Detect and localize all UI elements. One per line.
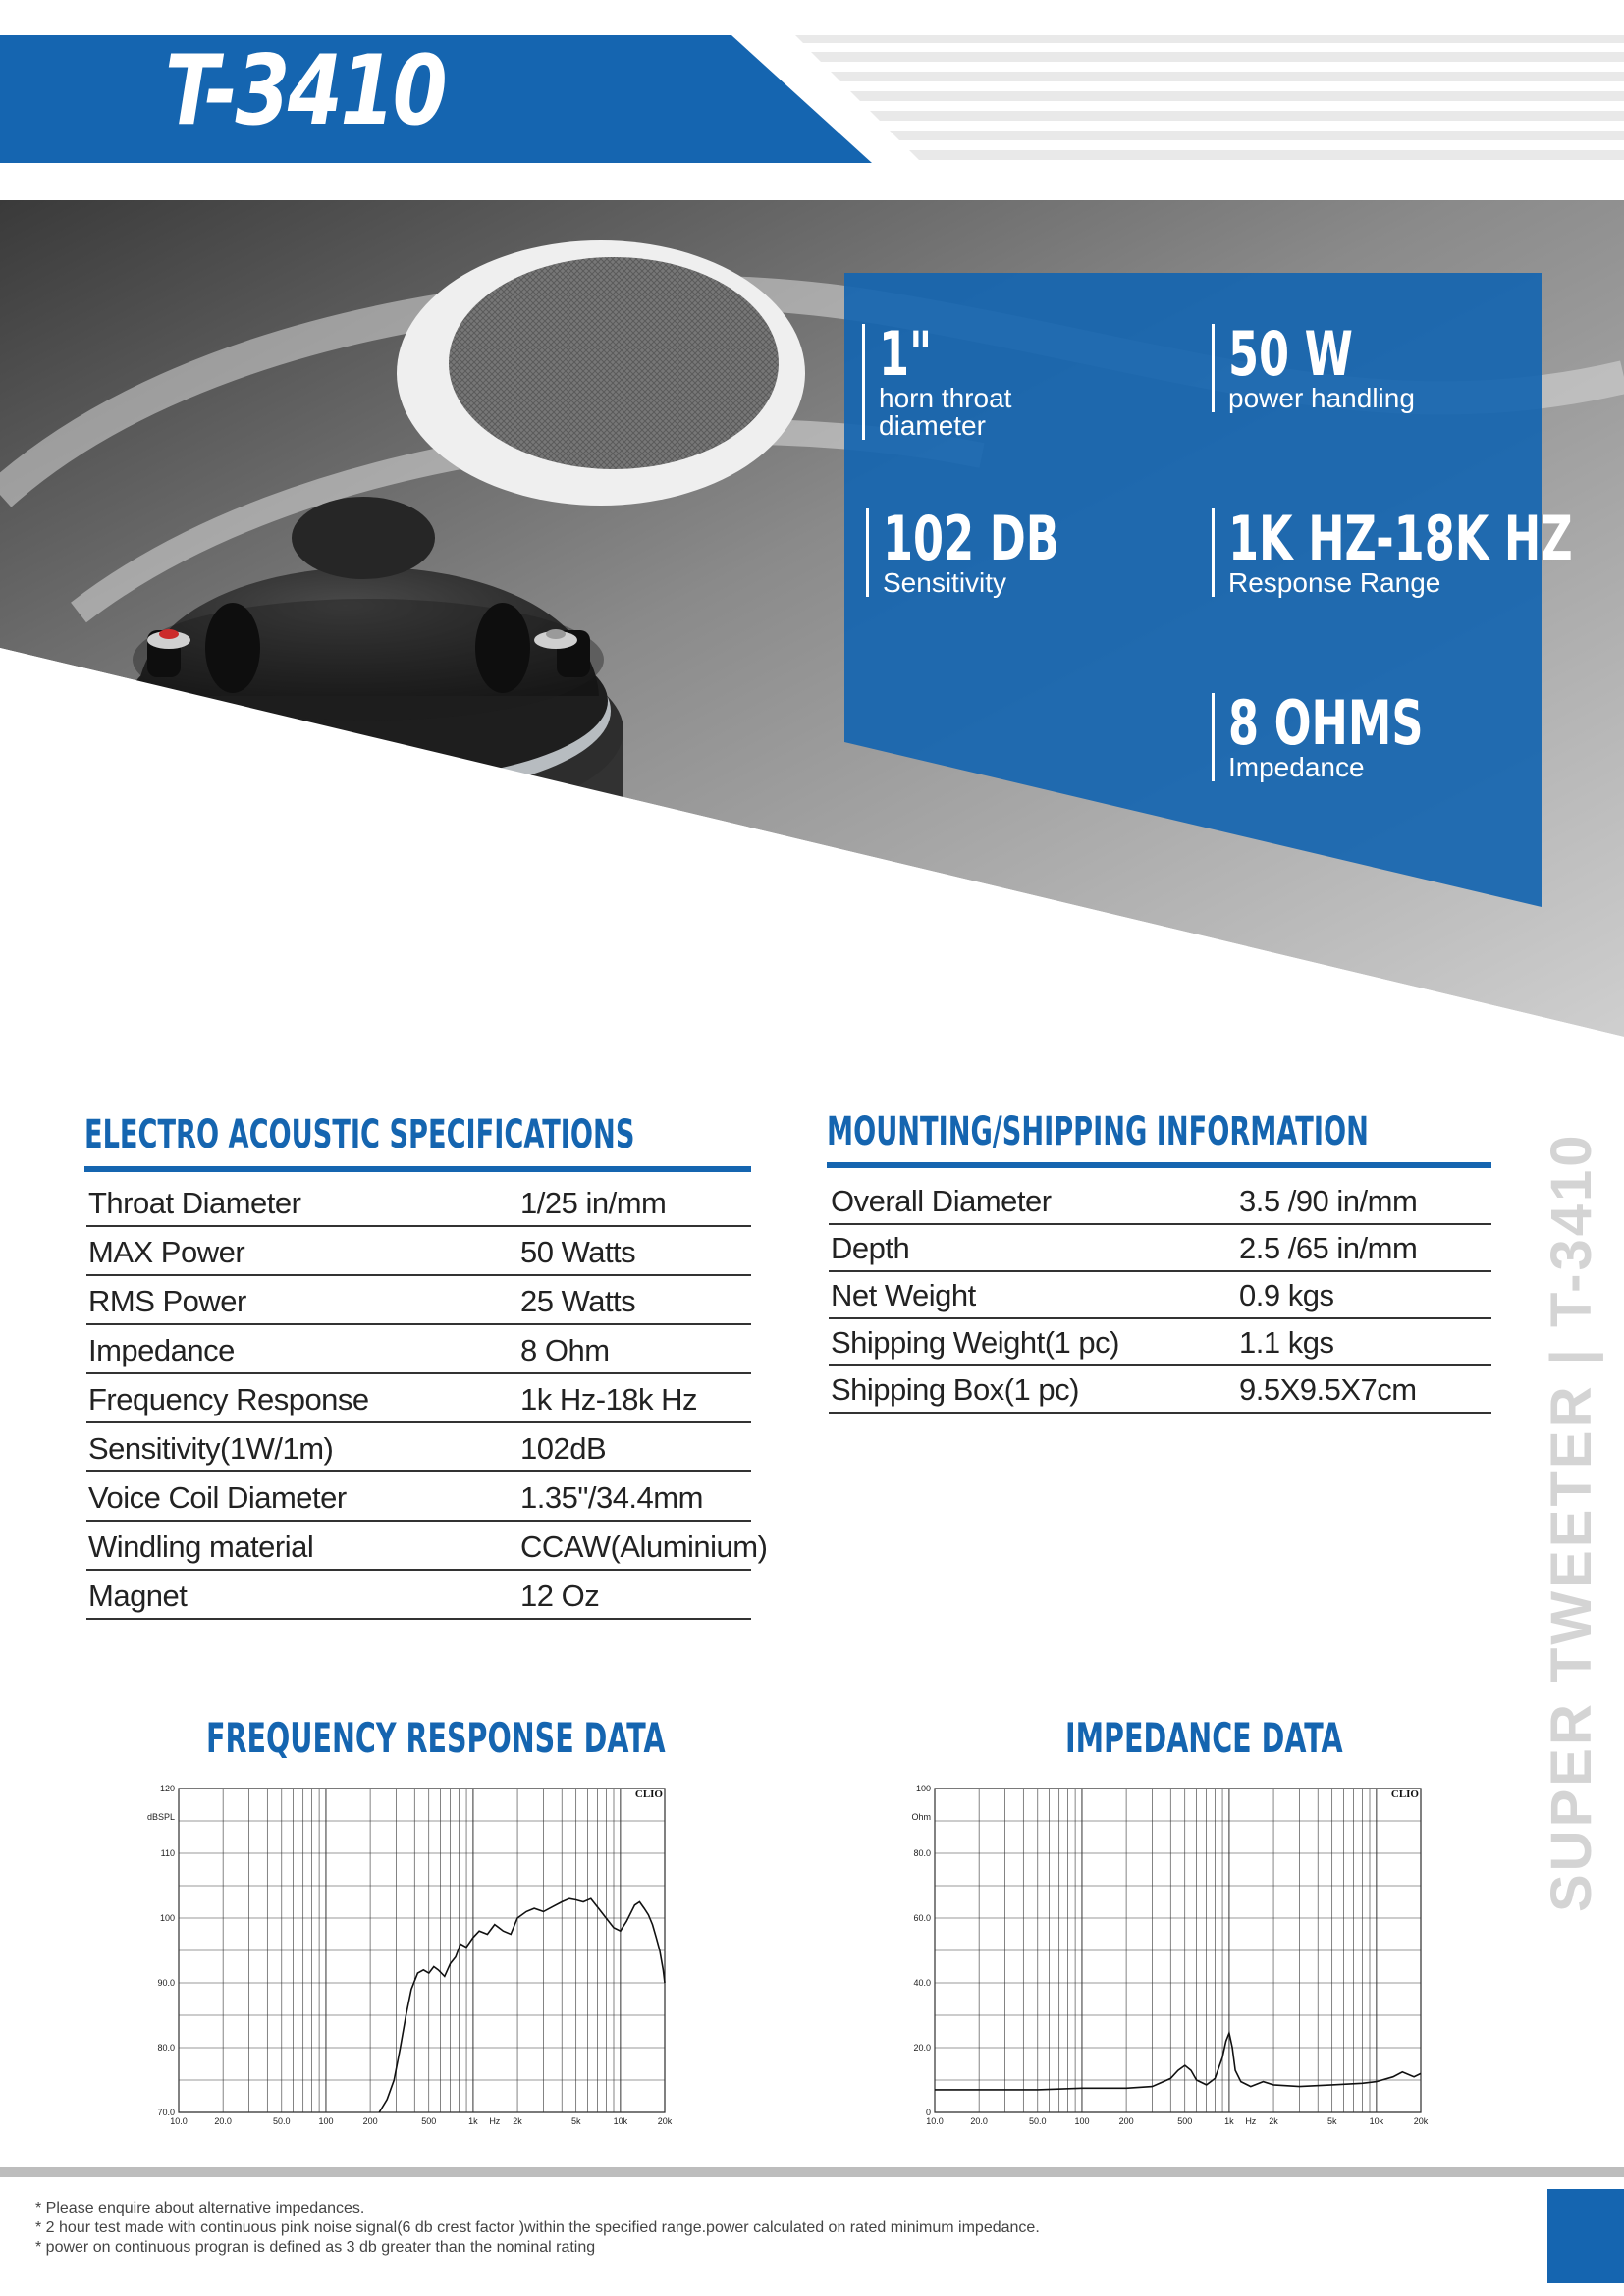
x-tick-label: 200 xyxy=(362,2116,378,2126)
side-label-text: SUPER TWEETER | T-3410 xyxy=(1540,1132,1603,1912)
impedance-chart xyxy=(884,1775,1434,2128)
x-tick-label: 20.0 xyxy=(214,2116,232,2126)
footer-rule xyxy=(0,2167,1624,2177)
y-unit-label: dBSPL xyxy=(146,1812,175,1822)
model-title: T-3410 xyxy=(165,35,446,147)
y-unit-label: Ohm xyxy=(911,1812,931,1822)
spec-value: 102dB xyxy=(520,1431,607,1466)
spec-value: 12 Oz xyxy=(520,1578,600,1613)
spec-row xyxy=(86,1472,751,1522)
spec-row xyxy=(86,1522,768,1571)
spec-value: 3.5 /90 in/mm xyxy=(1239,1184,1418,1218)
spec-label: Depth xyxy=(831,1231,910,1265)
x-tick-label: Hz xyxy=(1245,2116,1257,2126)
x-tick-label: 50.0 xyxy=(273,2116,291,2126)
spec-row xyxy=(86,1276,751,1325)
y-tick-label: 60.0 xyxy=(913,1913,931,1923)
x-tick-label: 1k xyxy=(468,2116,478,2126)
mounting-rule xyxy=(827,1162,1491,1168)
x-tick-label: 10k xyxy=(613,2116,628,2126)
electro-specs-title: ELECTRO ACOUSTIC SPECIFICATIONS xyxy=(84,1112,635,1157)
x-tick-label: 20k xyxy=(1413,2116,1429,2126)
spec-value: 1k Hz-18k Hz xyxy=(520,1382,698,1416)
highlight-power xyxy=(1212,318,1415,413)
mounting-title: MOUNTING/SHIPPING INFORMATION xyxy=(827,1109,1369,1154)
spec-row xyxy=(829,1272,1491,1319)
y-tick-label: 120 xyxy=(159,1784,175,1793)
highlight-label: Impedance xyxy=(1228,752,1365,782)
x-tick-label: 500 xyxy=(1177,2116,1193,2126)
y-tick-label: 20.0 xyxy=(913,2043,931,2053)
spec-label: Overall Diameter xyxy=(831,1184,1052,1218)
spec-row xyxy=(829,1366,1491,1414)
x-tick-label: 2k xyxy=(513,2116,522,2126)
spec-label: RMS Power xyxy=(88,1284,246,1318)
highlight-throat xyxy=(862,318,1012,441)
x-tick-label: Hz xyxy=(489,2116,501,2126)
spec-label: Voice Coil Diameter xyxy=(88,1480,347,1515)
x-tick-label: 10.0 xyxy=(926,2116,944,2126)
spec-row xyxy=(829,1225,1491,1272)
x-tick-label: 50.0 xyxy=(1029,2116,1047,2126)
y-tick-label: 100 xyxy=(915,1784,931,1793)
highlight-value: 102 DB xyxy=(883,503,1059,574)
x-tick-label: 2k xyxy=(1269,2116,1278,2126)
x-tick-label: 100 xyxy=(1074,2116,1090,2126)
x-tick-label: 500 xyxy=(421,2116,437,2126)
y-tick-label: 110 xyxy=(160,1848,175,1858)
spec-row xyxy=(86,1227,751,1276)
highlight-label: horn throat xyxy=(879,383,1012,413)
spec-row xyxy=(829,1319,1491,1366)
footnote: * Please enquire about alternative impedances. xyxy=(35,2200,365,2216)
spec-label: Impedance xyxy=(88,1333,235,1367)
x-tick-label: 200 xyxy=(1118,2116,1134,2126)
corner-block xyxy=(1547,2189,1624,2283)
y-tick-label: 90.0 xyxy=(157,1978,175,1988)
spec-label: Windling material xyxy=(88,1529,314,1564)
highlight-label: diameter xyxy=(879,410,986,441)
highlight-label: Response Range xyxy=(1228,567,1441,598)
x-tick-label: 5k xyxy=(1326,2116,1337,2126)
spec-value: 2.5 /65 in/mm xyxy=(1239,1231,1418,1265)
spec-row xyxy=(86,1178,751,1227)
highlight-sensitivity xyxy=(866,503,1128,598)
highlight-label: Sensitivity xyxy=(883,567,1007,598)
spec-label: Throat Diameter xyxy=(88,1186,301,1220)
x-tick-label: 1k xyxy=(1224,2116,1234,2126)
footnotes xyxy=(35,2199,1040,2258)
x-tick-label: 20k xyxy=(657,2116,673,2126)
chart-brand: CLIO xyxy=(634,1789,663,1800)
spec-value: 0.9 kgs xyxy=(1239,1278,1334,1312)
spec-row xyxy=(86,1374,751,1423)
y-tick-label: 80.0 xyxy=(157,2043,175,2053)
spec-label: Shipping Box(1 pc) xyxy=(831,1372,1079,1407)
spec-row xyxy=(86,1325,751,1374)
spec-value: 1.1 kgs xyxy=(1239,1325,1334,1360)
highlight-value: 1" xyxy=(879,318,933,390)
highlight-value: 1K HZ-18K HZ xyxy=(1228,503,1573,574)
x-tick-label: 5k xyxy=(570,2116,581,2126)
spec-value: 9.5X9.5X7cm xyxy=(1239,1372,1417,1407)
frequency-response-title: FREQUENCY RESPONSE DATA xyxy=(206,1714,666,1762)
spec-label: MAX Power xyxy=(88,1235,245,1269)
highlight-impedance xyxy=(1212,687,1499,782)
spec-value: 8 Ohm xyxy=(520,1333,610,1367)
spec-value: 25 Watts xyxy=(520,1284,636,1318)
x-tick-label: 100 xyxy=(318,2116,334,2126)
frequency-response-chart xyxy=(128,1775,677,2128)
y-tick-label: 40.0 xyxy=(913,1978,931,1988)
y-tick-label: 0 xyxy=(925,2108,931,2117)
mounting-table xyxy=(829,1178,1491,1423)
y-tick-label: 80.0 xyxy=(913,1848,931,1858)
spec-label: Net Weight xyxy=(831,1278,976,1312)
spec-label: Shipping Weight(1 pc) xyxy=(831,1325,1119,1360)
spec-row xyxy=(829,1178,1491,1225)
footnote: * 2 hour test made with continuous pink noise signal(6 db crest factor )within the specified range.power calculated on rated minimum impedance. xyxy=(35,2219,1040,2236)
spec-label: Sensitivity(1W/1m) xyxy=(88,1431,334,1466)
x-tick-label: 20.0 xyxy=(970,2116,988,2126)
y-tick-label: 70.0 xyxy=(157,2108,175,2117)
spec-value: CCAW(Aluminium) xyxy=(520,1529,768,1564)
y-tick-label: 100 xyxy=(159,1913,175,1923)
electro-specs-table xyxy=(86,1178,768,1620)
electro-specs-rule xyxy=(84,1166,751,1172)
footnote: * power on continuous progran is defined as 3 db greater than the nominal rating xyxy=(35,2239,596,2256)
highlight-value: 50 W xyxy=(1228,318,1353,390)
spec-label: Frequency Response xyxy=(88,1382,369,1416)
spec-value: 1.35"/34.4mm xyxy=(520,1480,703,1515)
spec-label: Magnet xyxy=(88,1578,188,1613)
x-tick-label: 10k xyxy=(1369,2116,1384,2126)
highlight-response xyxy=(1212,503,1624,598)
spec-row xyxy=(86,1423,751,1472)
impedance-title: IMPEDANCE DATA xyxy=(1065,1714,1343,1762)
highlight-value: 8 OHMS xyxy=(1228,687,1424,759)
spec-row xyxy=(86,1571,751,1620)
x-tick-label: 10.0 xyxy=(170,2116,188,2126)
highlight-label: power handling xyxy=(1228,383,1415,413)
spec-value: 50 Watts xyxy=(520,1235,636,1269)
chart-brand: CLIO xyxy=(1390,1789,1419,1800)
spec-value: 1/25 in/mm xyxy=(520,1186,667,1220)
